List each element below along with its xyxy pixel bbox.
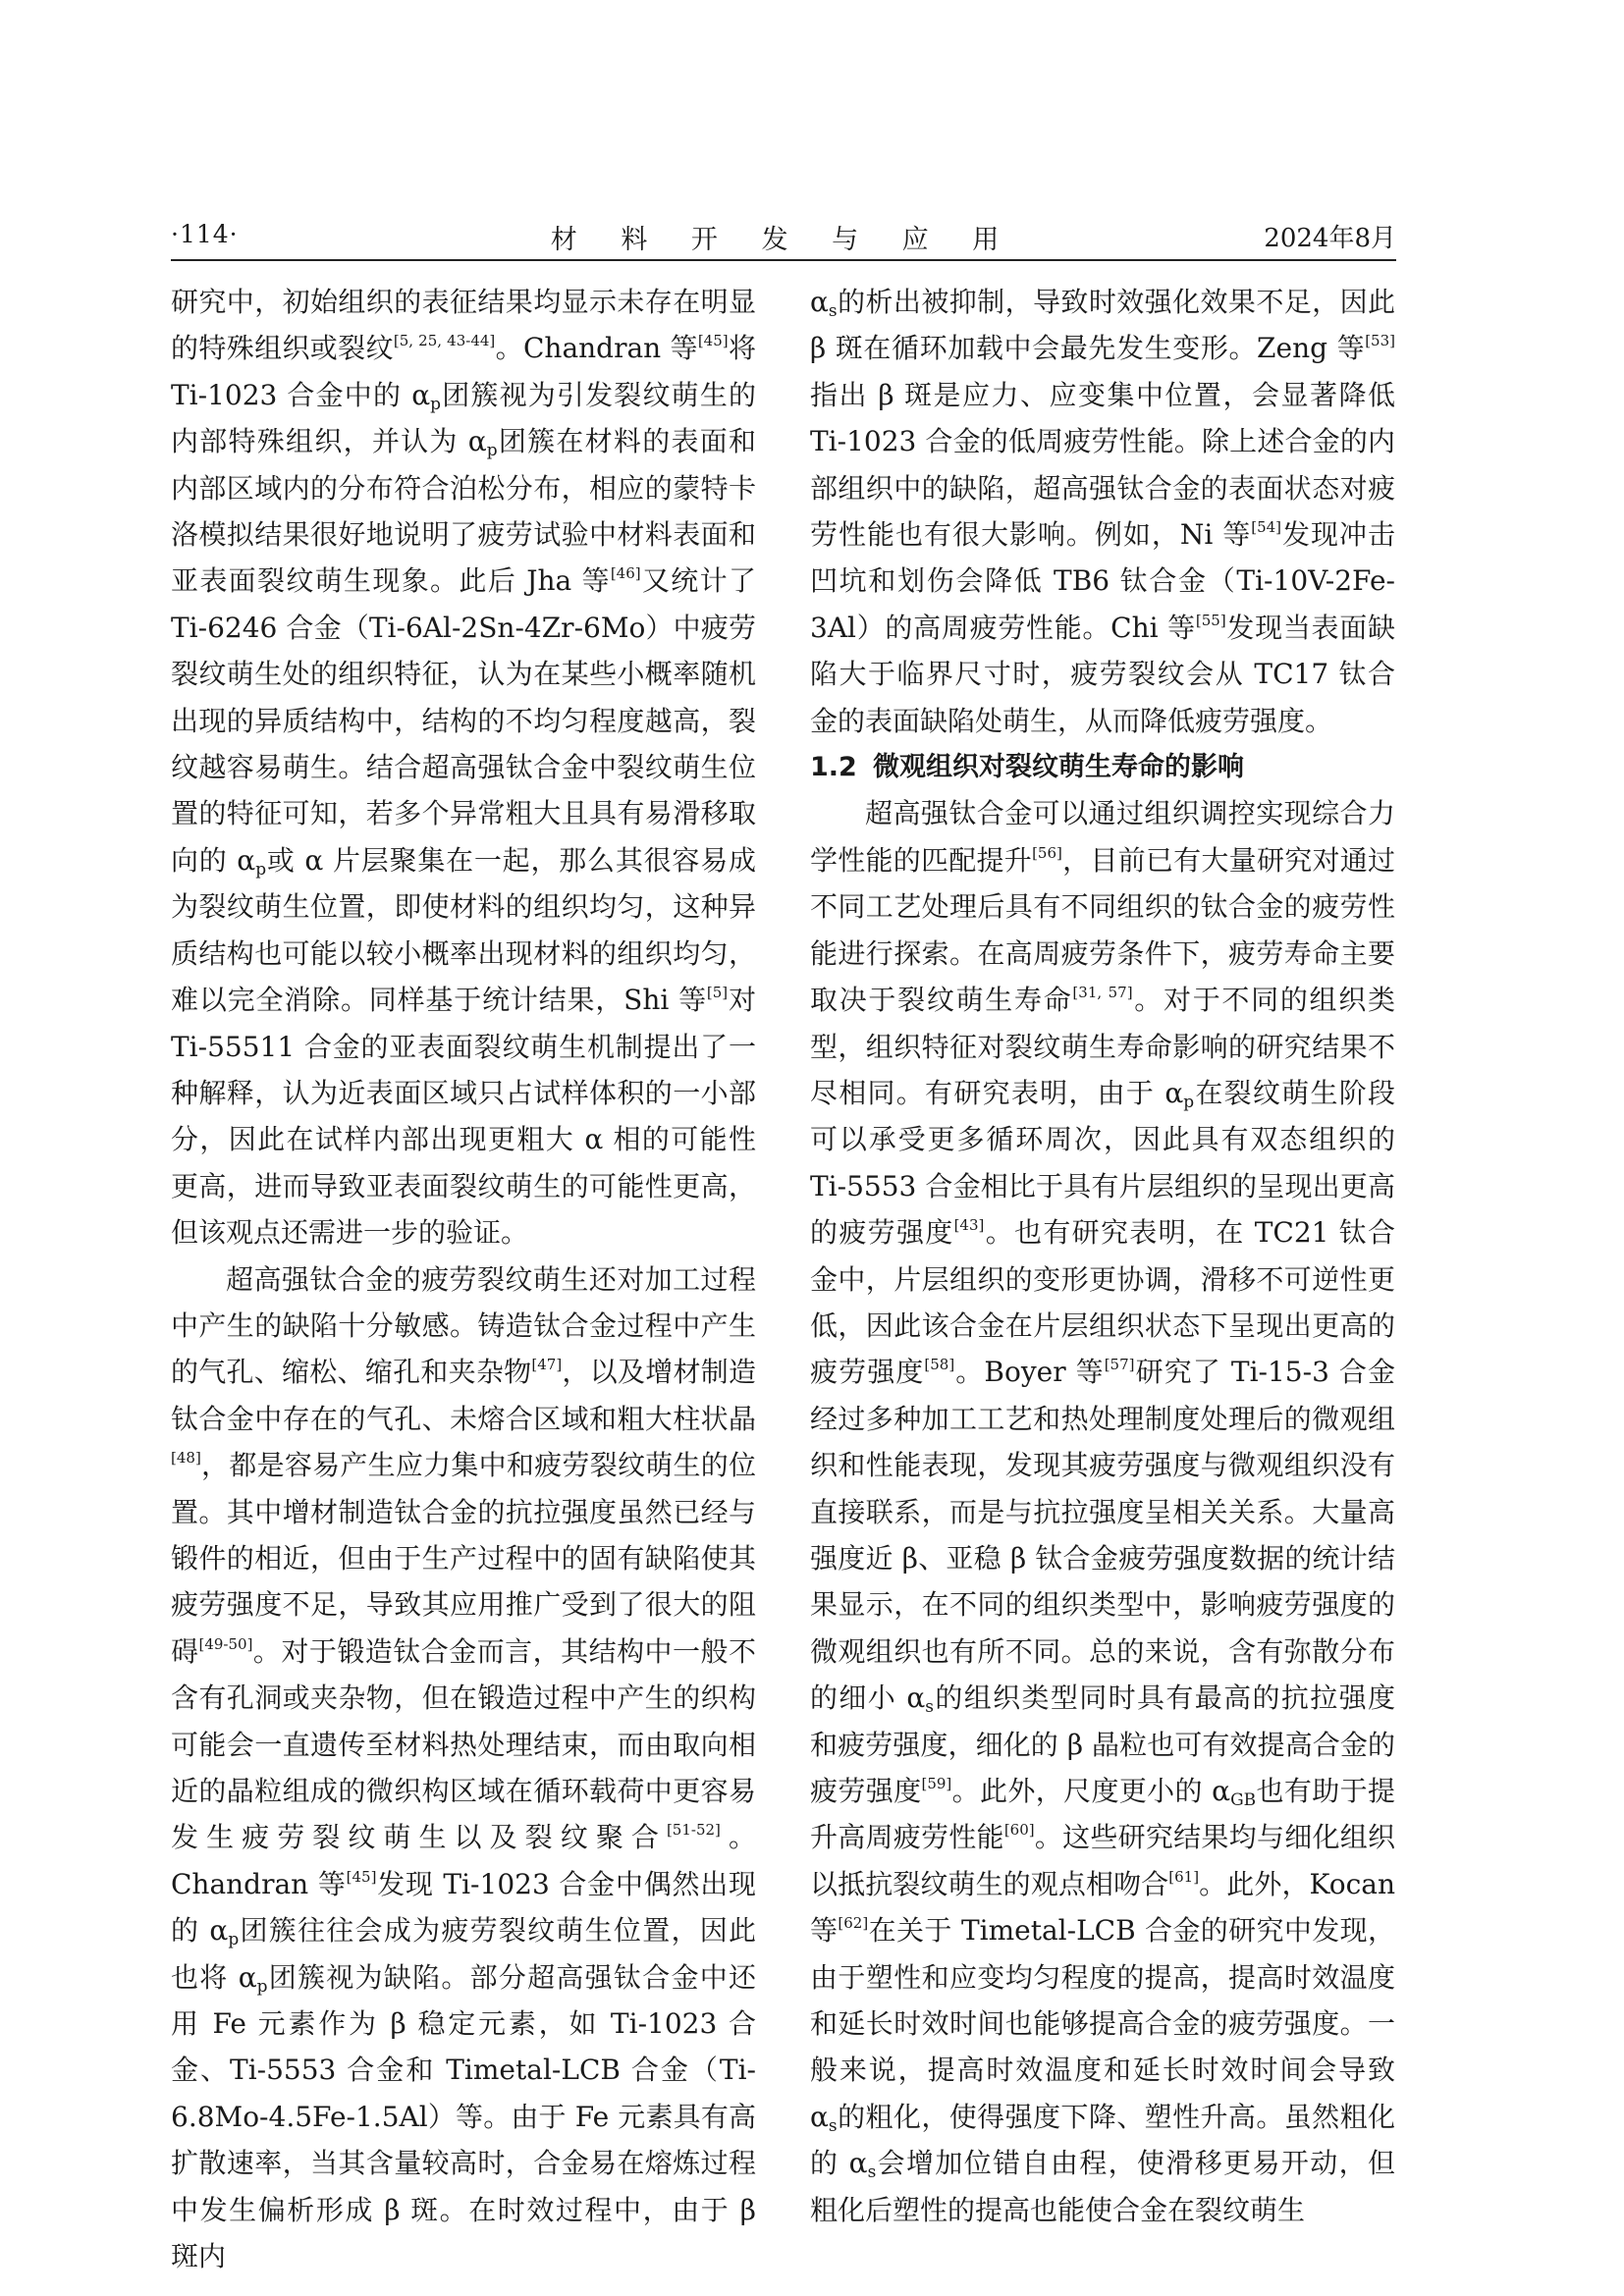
citation-ref: [60]	[1003, 1821, 1035, 1840]
issue-date: 2024年8月	[1264, 224, 1396, 253]
section-title: 微观组织对裂纹萌生寿命的影响	[873, 752, 1244, 783]
paragraph	[810, 279, 1395, 744]
citation-ref: [45]	[697, 332, 729, 350]
text-run: 又统计了 Ti-6246 合金（Ti-6Al-2Sn-4Zr-6Mo）中疲劳裂纹萌生处的组织特征，认为在某些小概率随机出现的异质结构中，结构的不均匀程度越高，裂纹越容易萌生。结合超高强钛合金中裂纹萌生位置的特征可知，若多个异常粗大且具有易滑移取向的 α	[171, 564, 756, 877]
text-run: 发现 Ti-1023 合金中偶然出现的 α	[171, 1867, 757, 1948]
subscript: GB	[1230, 1790, 1257, 1810]
text-run: ，都是容易产生应力集中和疲劳裂纹萌生的位置。其中增材制造钛合金的抗拉强度虽然已经与锻件的相近，但由于生产过程中的固有缺陷使其疲劳强度不足，导致其应用推广受到了很大的阻碍	[171, 1449, 756, 1668]
citation-ref: [61]	[1168, 1867, 1200, 1886]
text-run: 发现冲击凹坑和划伤会降低 TB6 钛合金（Ti-10V-2Fe-3Al）的高周疲劳性能。Chi 等	[810, 518, 1395, 644]
text-run: 。此外，Kocan 等	[810, 1867, 1395, 1948]
citation-ref: [46]	[610, 564, 641, 583]
text-run: 研究了 Ti-15-3 合金经过多种加工工艺和热处理制度处理后的微观组织和性能表现，发现其疲劳强度与微观组织没有直接联系，而是与抗拉强度呈相关关系。大量高强度近 β、亚稳 β 钛合金疲劳强度数据的统计结果显示，在不同的组织类型中，影响疲劳强度的微观组织也有所不同。总的来说，含有弥散分布的细小 α	[810, 1356, 1395, 1715]
text-run: 在裂纹萌生阶段可以承受更多循环周次，因此具有双态组织的 Ti-5553 合金相比于具有片层组织的呈现出更高的疲劳强度	[810, 1076, 1395, 1250]
text-run: 研究中，初始组织的表征结果均显示未存在明显的特殊组织或裂纹	[171, 286, 756, 365]
text-run: 团簇在材料的表面和内部区域内的分布符合泊松分布，相应的蒙特卡洛模拟结果很好地说明了疲劳试验中材料表面和亚表面裂纹萌生现象。此后 Jha 等	[171, 425, 756, 598]
text-run: ，以及增材制造钛合金中存在的气孔、未熔合区域和粗大柱状晶	[171, 1356, 756, 1435]
citation-ref: [53]	[1365, 332, 1395, 350]
citation-ref: [43]	[953, 1216, 985, 1235]
text-run: 的粗化，使得强度下降、塑性升高。虽然粗化的 α	[810, 2100, 1395, 2180]
text-run: 超高强钛合金可以通过组织调控实现综合力学性能的匹配提升	[810, 797, 1395, 877]
text-run: 发现当表面缺陷大于临界尺寸时，疲劳裂纹会从 TC17 钛合金的表面缺陷处萌生，从而降低疲劳强度。	[810, 611, 1395, 737]
text-run: 在关于 Timetal-LCB 合金的研究中发现，由于塑性和应变均匀程度的提高，提高时效温度和延长时效时间也能够提高合金的疲劳强度。一般来说，提高时效温度和延长时效时间会导致 α	[810, 1914, 1395, 2133]
text-run: 的组织类型同时具有最高的抗拉强度和疲劳强度，细化的 β 晶粒也可有效提高合金的疲劳强度	[810, 1682, 1395, 1807]
citation-ref: [5, 25, 43-44]	[393, 332, 496, 350]
citation-ref: [45]	[346, 1867, 377, 1886]
text-run: α	[810, 286, 829, 318]
text-run: 的析出被抑制，导致时效强化效果不足，因此 β 斑在循环加载中会最先发生变形。Zeng 等	[810, 286, 1395, 365]
text-run: 。也有研究表明，在 TC21 钛合金中，片层组织的变形更协调，滑移不可逆性更低，因此该合金在片层组织状态下呈现出更高的疲劳强度	[810, 1216, 1395, 1389]
text-run: 。对于不同的组织类型，组织特征对裂纹萌生寿命影响的研究结果不尽相同。有研究表明，由于 α	[810, 984, 1395, 1109]
citation-ref: [5]	[706, 984, 729, 1002]
section-number: 1.2	[810, 752, 857, 783]
citation-ref: [55]	[1195, 611, 1226, 629]
text-run: 。对于锻造钛合金而言，其结构中一般不含有孔洞或夹杂物，但在锻造过程中产生的织构可能会一直遗传至材料热处理结束，而由取向相近的晶粒组成的微织构区域在循环载荷中更容易发生疲劳裂纹萌生以及裂纹聚合	[171, 1634, 756, 1854]
text-run: 。Chandran 等	[495, 332, 698, 365]
citation-ref: [62]	[838, 1914, 869, 1933]
citation-ref: [31, 57]	[1072, 984, 1133, 1002]
citation-ref: [56]	[1032, 843, 1062, 862]
text-run: 团簇视为缺陷。部分超高强钛合金中还用 Fe 元素作为 β 稳定元素，如 Ti-1023 合金、Ti-5553 合金和 Timetal-LCB 合金（Ti-6.8Mo-4.5Fe-1.5Al）等。由于 Fe 元素具有高扩散速率，当其含量较高时，合金易在熔炼过程中发生偏析形成 β 斑。在时效过程中，由于 β 斑内	[171, 1960, 756, 2273]
paragraph	[171, 279, 756, 1256]
paragraph	[171, 1256, 756, 2280]
text-run: 团簇视为引发裂纹萌生的内部特殊组织，并认为 α	[171, 378, 756, 458]
journal-title: 材 料 开 发 与 应 用	[550, 225, 1017, 255]
citation-ref: [49-50]	[198, 1634, 253, 1653]
text-run: 。Boyer 等	[954, 1356, 1105, 1389]
citation-ref: [57]	[1104, 1356, 1135, 1374]
subscript: p	[486, 441, 498, 461]
subscript: s	[828, 2115, 838, 2136]
subscript: p	[228, 1930, 240, 1950]
text-run: 指出 β 斑是应力、应变集中位置，会显著降低 Ti-1023 合金的低周疲劳性能。除上述合金的内部组织中的缺陷，超高强钛合金的表面状态对疲劳性能也有很大影响。例如，Ni 等	[810, 378, 1395, 552]
text-run: 。此外，尺度更小的 α	[951, 1775, 1231, 1807]
text-run: 或 α 片层聚集在一起，那么其很容易成为裂纹萌生位置，即使材料的组织均匀，这种异质结构也可能以较小概率出现材料的组织均匀，难以完全消除。同样基于统计结果，Shi 等	[171, 843, 756, 1017]
right-column	[810, 279, 1395, 2233]
running-header	[171, 216, 1396, 261]
subscript: s	[828, 301, 838, 321]
page-number: ·114·	[171, 220, 239, 248]
subscript: s	[925, 1697, 935, 1718]
citation-ref: [51-52]	[666, 1821, 721, 1840]
left-column	[171, 279, 756, 2279]
text-run: 团簇往往会成为疲劳裂纹萌生位置，因此也将 α	[171, 1914, 756, 1994]
section-heading	[810, 744, 1395, 790]
citation-ref: [58]	[924, 1356, 955, 1374]
text-run: 也有助于提升高周疲劳性能	[810, 1775, 1395, 1854]
paragraph	[810, 790, 1395, 2233]
text-run: 超高强钛合金的疲劳裂纹萌生还对加工过程中产生的缺陷十分敏感。铸造钛合金过程中产生的气孔、缩松、缩孔和夹杂物	[171, 1262, 756, 1389]
subscript: p	[256, 1976, 268, 1997]
text-run: 。Chandran 等	[171, 1821, 756, 1900]
subscript: p	[1183, 1092, 1195, 1112]
text-run: 将 Ti-1023 合金中的 α	[171, 332, 756, 411]
citation-ref: [54]	[1251, 518, 1282, 537]
subscript: p	[255, 859, 267, 880]
text-run: ，目前已有大量研究对通过不同工艺处理后具有不同组织的钛合金的疲劳性能进行探索。在高周疲劳条件下，疲劳寿命主要取决于裂纹萌生寿命	[810, 843, 1395, 1017]
citation-ref: [47]	[531, 1356, 563, 1374]
citation-ref: [48]	[171, 1449, 201, 1468]
text-run: 会增加位错自由程，使滑移更易开动，但粗化后塑性的提高也能使合金在裂纹萌生	[810, 2147, 1395, 2226]
text-run: 。这些研究结果均与细化组织以抵抗裂纹萌生的观点相吻合	[810, 1821, 1395, 1900]
subscript: p	[430, 394, 442, 414]
text-run: 对 Ti-55511 合金的亚表面裂纹萌生机制提出了一种解释，认为近表面区域只占试样体积的一小部分，因此在试样内部出现更粗大 α 相的可能性更高，进而导致亚表面裂纹萌生的可能性更高，但该观点还需进一步的验证。	[171, 984, 756, 1250]
subscript: s	[867, 2163, 877, 2183]
citation-ref: [59]	[921, 1775, 952, 1792]
